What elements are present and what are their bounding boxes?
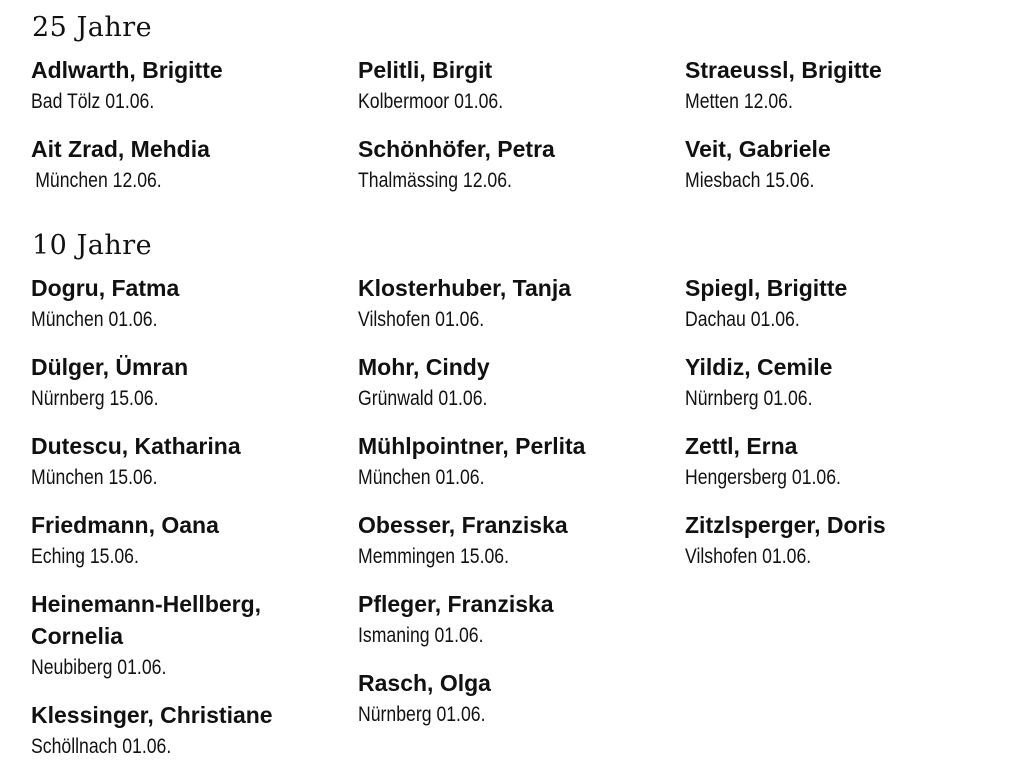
section-title-10-jahre: 10 Jahre [32, 230, 153, 261]
person-name: Adlwarth, Brigitte [31, 57, 223, 83]
list-item [685, 351, 1012, 415]
person-name: Zettl, Erna [685, 433, 798, 459]
list-item [31, 588, 358, 684]
list-item [31, 351, 358, 415]
list-item [31, 272, 358, 336]
column-2 [358, 272, 685, 778]
list-item [358, 272, 685, 336]
list-item [685, 133, 1012, 197]
person-place-date: Schöllnach 01.06. [31, 735, 172, 758]
column-1 [31, 272, 358, 778]
person-name: Klosterhuber, Tanja [358, 275, 572, 301]
person-name: Zitzlsperger, Doris [685, 512, 886, 538]
list-item [31, 133, 358, 197]
person-place-date: Dachau 01.06. [685, 308, 800, 331]
person-name: Dülger, Ümran [31, 354, 189, 380]
section-title-25-jahre: 25 Jahre [32, 12, 153, 43]
list-item [358, 667, 685, 731]
person-place-date: Nürnberg 15.06. [31, 387, 159, 410]
person-place-date: Thalmässing 12.06. [358, 169, 512, 192]
person-place-date: München 15.06. [31, 466, 158, 489]
column-1 [31, 54, 358, 212]
person-name: Ait Zrad, Mehdia [31, 136, 210, 162]
list-item [358, 133, 685, 197]
person-place-date: Miesbach 15.06. [685, 169, 815, 192]
person-place-date: Neubiberg 01.06. [31, 656, 167, 679]
person-place-date: Bad Tölz 01.06. [31, 90, 155, 113]
list-item [358, 588, 685, 652]
person-place-date: Nürnberg 01.06. [358, 703, 486, 726]
person-name: Friedmann, Oana [31, 512, 219, 538]
person-name: Straeussl, Brigitte [685, 57, 882, 83]
list-item [358, 351, 685, 415]
person-name: Heinemann-Hellberg, Cornelia [31, 591, 262, 649]
person-place-date: Grünwald 01.06. [358, 387, 488, 410]
person-place-date: Eching 15.06. [31, 545, 139, 568]
person-name: Veit, Gabriele [685, 136, 831, 162]
person-name: Spiegl, Brigitte [685, 275, 848, 301]
list-item [358, 430, 685, 494]
list-item [685, 509, 1012, 573]
list-item [358, 509, 685, 573]
person-place-date: München 12.06. [35, 169, 162, 192]
person-name: Dogru, Fatma [31, 275, 180, 301]
person-name: Klessinger, Christiane [31, 702, 273, 728]
person-place-date: Hengersberg 01.06. [685, 466, 841, 489]
list-item [685, 54, 1012, 118]
person-place-date: Nürnberg 01.06. [685, 387, 813, 410]
person-name: Rasch, Olga [358, 670, 491, 696]
list-item [31, 430, 358, 494]
list-item [31, 509, 358, 573]
person-place-date: Kolbermoor 01.06. [358, 90, 504, 113]
person-name: Schönhöfer, Petra [358, 136, 555, 162]
person-place-date: Vilshofen 01.06. [685, 545, 812, 568]
section-25-jahre-columns [31, 54, 1012, 212]
person-place-date: München 01.06. [358, 466, 485, 489]
person-name: Mohr, Cindy [358, 354, 490, 380]
person-place-date: Memmingen 15.06. [358, 545, 510, 568]
person-place-date: Vilshofen 01.06. [358, 308, 485, 331]
column-3 [685, 272, 1012, 778]
column-2 [358, 54, 685, 212]
list-item [31, 54, 358, 118]
list-item [685, 272, 1012, 336]
person-name: Pfleger, Franziska [358, 591, 554, 617]
person-name: Dutescu, Katharina [31, 433, 241, 459]
person-place-date: Ismaning 01.06. [358, 624, 484, 647]
person-name: Mühlpointner, Perlita [358, 433, 586, 459]
person-place-date: Metten 12.06. [685, 90, 793, 113]
list-item [31, 699, 358, 763]
person-name: Obesser, Franziska [358, 512, 568, 538]
list-item [685, 430, 1012, 494]
list-item [358, 54, 685, 118]
person-place-date: München 01.06. [31, 308, 158, 331]
section-10-jahre-columns [31, 272, 1012, 778]
person-name: Yildiz, Cemile [685, 354, 833, 380]
column-3 [685, 54, 1012, 212]
person-name: Pelitli, Birgit [358, 57, 493, 83]
